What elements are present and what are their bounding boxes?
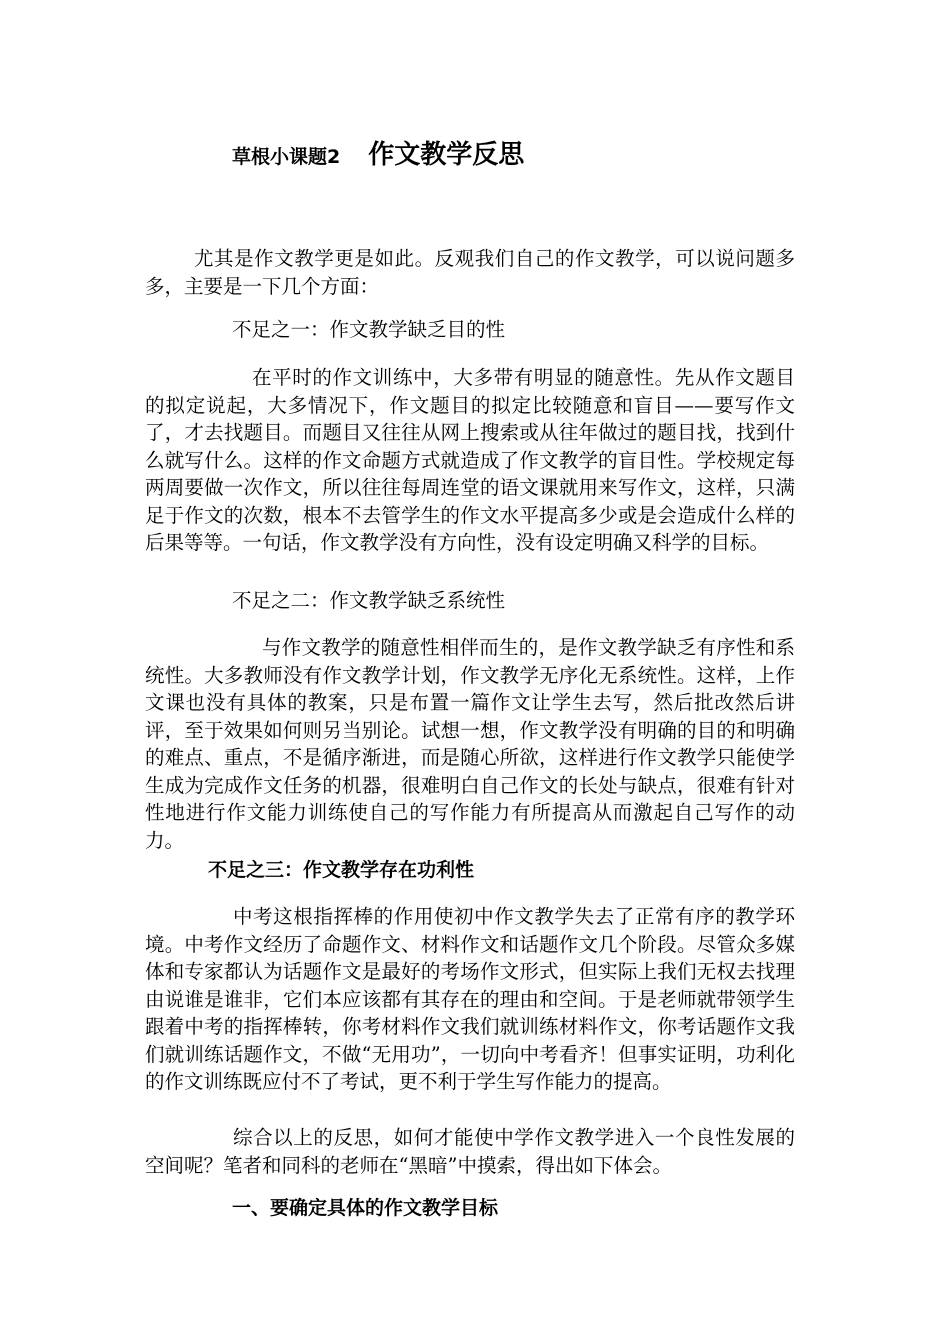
section-2-paragraph: 与作文教学的随意性相伴而生的，是作文教学缺乏有序性和系统性。大多教师没有作文教学计划，作文教学无序化无系统性。这样，上作文课也没有具体的教案，只是布置一篇作文让学生去写，然后批改然后讲评，至于效果如何则另当别论。试想一想，作文教学没有明确的目的和明确的难点、重点，不是循序渐进，而是随心所欲，这样进行作文教学只能使学生成为完成作文任务的机器，很难明白自己作文的长处与缺点，很难有针对性地进行作文能力训练使自己的写作能力有所提高从而激起自己写作的动力。 [145,636,795,852]
intro-paragraph: 尤其是作文教学更是如此。反观我们自己的作文教学，可以说问题多多，主要是一下几个方面： [145,247,795,298]
title-main: 作文教学反思 [368,140,525,170]
title-prefix: 草根小课题2 [232,146,341,168]
section-heading-3: 不足之三：作文教学存在功利性 [208,859,475,881]
section-3-paragraph: 中考这根指挥棒的作用使初中作文教学失去了正常有序的教学环境。中考作文经历了命题作文、材料作文和话题作文几个阶段。尽管众多媒体和专家都认为话题作文是最好的考场作文形式，但实际上我们无权去找理由说谁是谁非，它们本应该都有其存在的理由和空间。于是老师就带领学生跟着中考的指挥棒转，你考材料作文我们就训练材料作文，你考话题作文我们就训练话题作文，不做“无用功”，一切向中考看齐！但事实证明，功利化的作文训练既应付不了考试，更不利于学生写作能力的提高。 [145,905,795,1093]
subsection-heading-1: 一、要确定具体的作文教学目标 [232,1197,499,1219]
section-heading-1: 不足之一：作文教学缺乏目的性 [232,318,506,341]
document-title [232,134,524,171]
summary-paragraph: 综合以上的反思，如何才能使中学作文教学进入一个良性发展的空间呢？笔者和同科的老师在“黑暗”中摸索，得出如下体会。 [145,1126,795,1177]
section-1-paragraph: 在平时的作文训练中，大多带有明显的随意性。先从作文题目的拟定说起，大多情况下，作文题目的拟定比较随意和盲目——要写作文了，才去找题目。而题目又往往从网上搜索或从往年做过的题目找，找到什么就写什么。这样的作文命题方式就造成了作文教学的盲目性。学校规定每两周要做一次作文，所以往往每周连堂的语文课就用来写作文，这样，只满足于作文的次数，根本不去管学生的作文水平提高多少或是会造成什么样的后果等等。一句话，作文教学没有方向性，没有设定明确又科学的目标。 [145,366,795,554]
section-heading-2: 不足之二：作文教学缺乏系统性 [232,589,506,612]
